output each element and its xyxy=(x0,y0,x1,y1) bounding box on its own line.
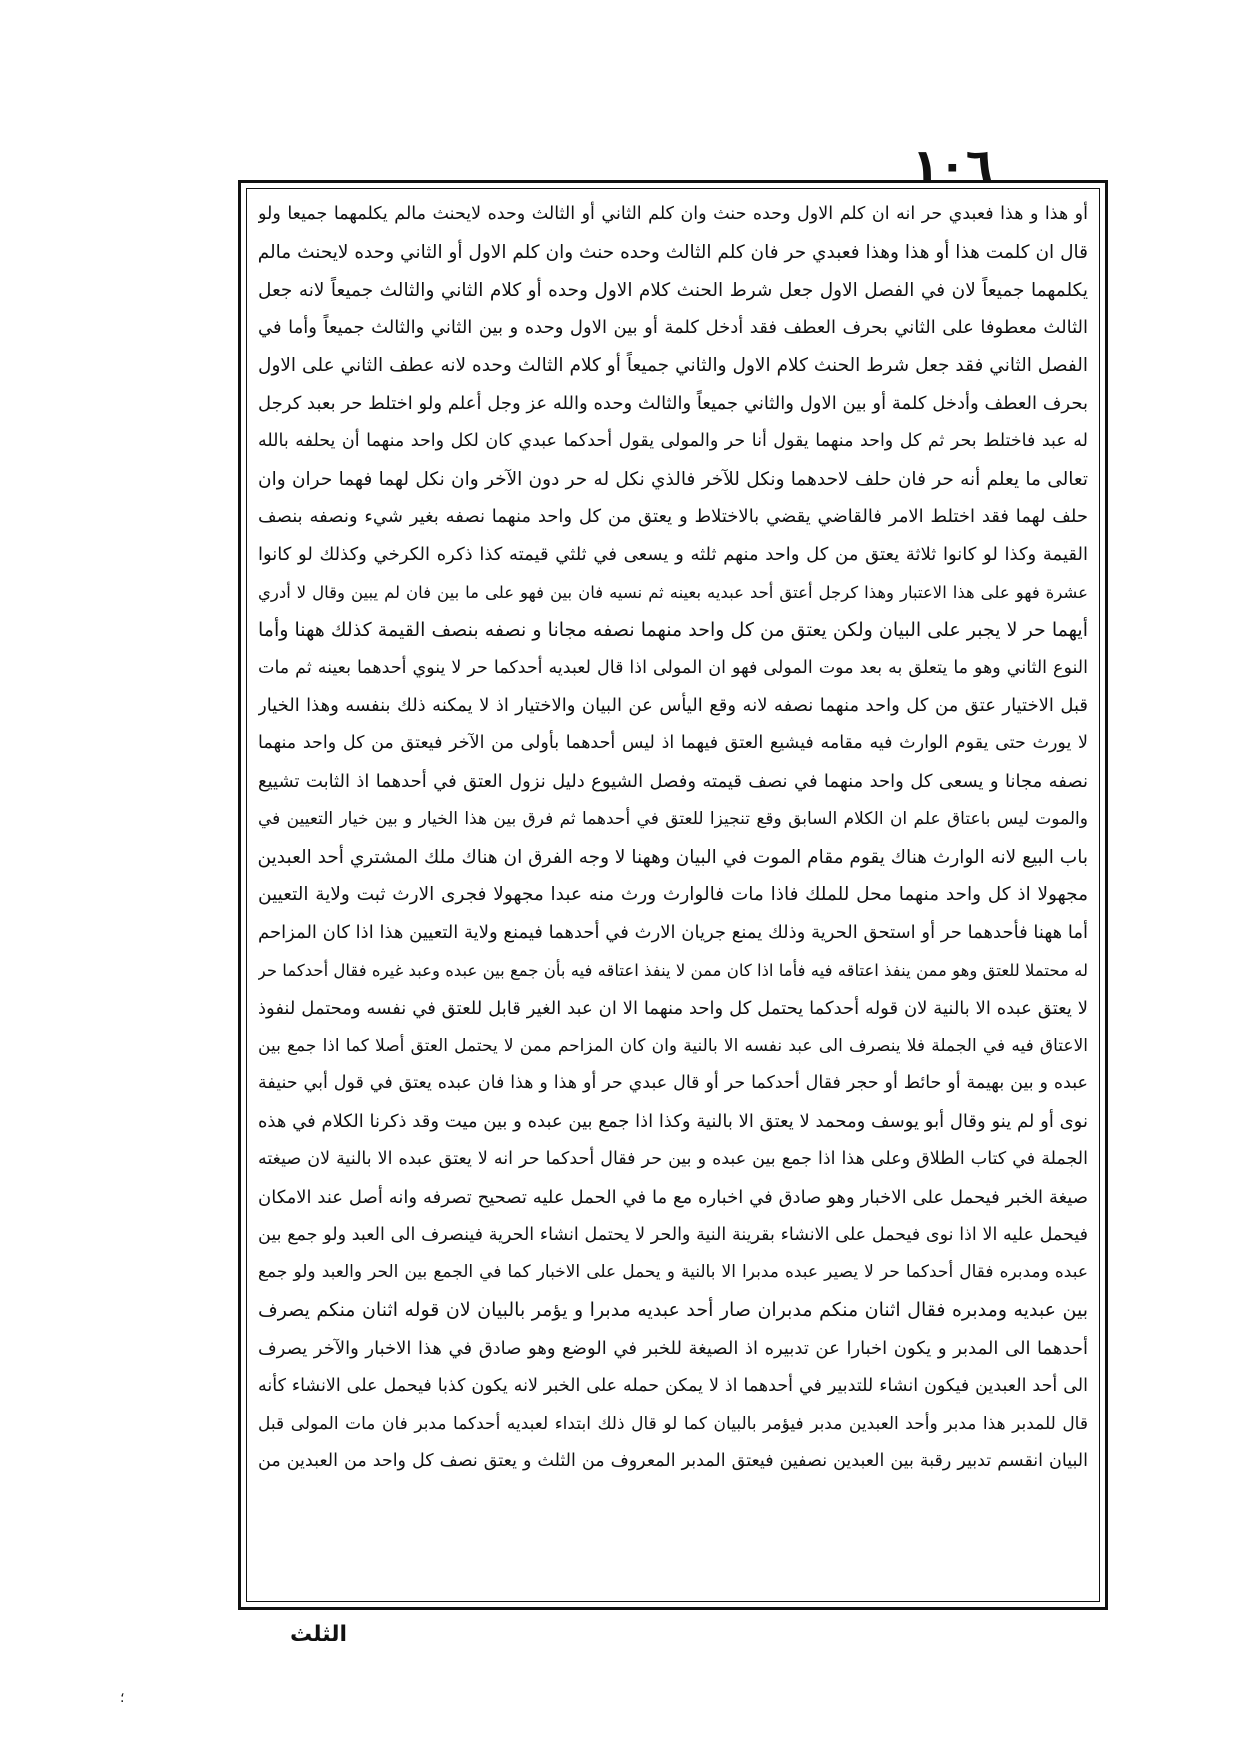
text-line: صيغة الخبر فيحمل على الاخبار وهو صادق في اخباره مع ما في الحمل عليه تصحيح تصرفه وانه أصل عند الامكان xyxy=(258,1186,1088,1208)
text-line: والموت ليس باعتاق علم ان الكلام السابق وقع تنجيزا للعتق في أحدهما ثم فرق بين هذا الخيار و بين خيار التعيين في xyxy=(258,808,1088,829)
text-line: قال ان كلمت هذا أو هذا وهذا فعبدي حر فان كلم الثالث وحده حنث وان كلم الاول أو الثاني وحده لايحنث مالم xyxy=(258,241,1088,263)
text-line: الجملة في كتاب الطلاق وعلى هذا اذا جمع بين عبده و بين حر فقال أحدكما حر انه لا يعتق عبده الا بالنية لان صيغته xyxy=(258,1148,1088,1169)
text-line: أو هذا و هذا فعبدي حر انه ان كلم الاول وحده حنث وان كلم الثاني أو الثالث وحده لايحنث مالم يكلمهما جميعا ولو xyxy=(258,204,1088,224)
text-line: الى أحد العبدين فيكون انشاء للتدبير في أحدهما اذ لا يمكن حمله على الخبر لانه يكون كذبا فيحمل على الانشاء كأنه xyxy=(258,1375,1088,1396)
text-line: مجهولا اذ كل واحد منهما محل للملك فاذا مات فالوارث ورث منه عبدا مجهولا فجرى الارث ثبت ولاية التعيين xyxy=(258,884,1088,906)
text-line: قال للمدبر هذا مدبر وأحد العبدين مدبر فيؤمر بالبيان كما لو قال ذلك ابتداء لعبديه أحدكما مدبر فان مات المولى قبل xyxy=(258,1413,1088,1434)
text-line: تعالى ما يعلم أنه حر فان حلف لاحدهما ونكل للآخر فالذي نكل له حر دون الآخر وان نكل لهما فهما حران وان xyxy=(258,468,1088,490)
text-line: عشرة فهو على هذا الاعتبار وهذا كرجل أعتق أحد عبديه بعينه ثم نسيه فان بين فهو على ما بين فان لم يبين وقال لا أدري xyxy=(258,582,1088,602)
text-line: الفصل الثاني فقد جعل شرط الحنث كلام الاول والثاني جميعاً أو كلام الثالث وحده لانه عطف الثاني على الاول xyxy=(258,355,1088,377)
text-line: لا يورث حتى يقوم الوارث فيه مقامه فيشيع العتق فيهما اذ ليس أحدهما بأولى من الآخر فيعتق من كل واحد منهما xyxy=(258,733,1088,754)
main-text-block xyxy=(258,196,1088,1596)
text-line: أما ههنا فأحدهما حر أو استحق الحرية وذلك يمنع جريان الارث في أحدهما فيمنع ولاية التعيين هذا اذا كان المزاحم xyxy=(258,922,1088,944)
text-line: الاعتاق فيه في الجملة فلا ينصرف الى عبد نفسه الا بالنية وان كان المزاحم ممن لا يحتمل العتق أصلا كما اذا جمع بين xyxy=(258,1035,1088,1056)
page-number: ١٠٦ xyxy=(912,140,993,191)
catchword: الثلث xyxy=(290,1622,348,1647)
text-line: أيهما حر لا يجبر على البيان ولكن يعتق من كل واحد منهما نصفه مجانا و نصفه بنصف القيمة كذلك ههنا وأما xyxy=(258,618,1088,641)
text-line: القيمة وكذا لو كانوا ثلاثة يعتق من كل واحد منهم ثلثه و يسعى في ثلثي قيمته كذا ذكره الكرخي وكذلك لو كانوا xyxy=(258,544,1088,566)
text-line: نصفه مجانا و يسعى كل واحد منهما في نصف قيمته وفصل الشيوع دليل نزول العتق في أحدهما اذ الثابت تشييع xyxy=(258,770,1088,792)
text-line: الثالث معطوفا على الثاني بحرف العطف فقد أدخل كلمة أو بين الاول وحده و بين الثاني والثالث جميعاً وأما في xyxy=(258,317,1088,339)
text-line: حلف لهما فقد اختلط الامر فالقاضي يقضي بالاختلاط و يعتق من كل واحد منهما نصفه بغير شيء ونصفه بنصف xyxy=(258,506,1088,528)
text-line: لا يعتق عبده الا بالنية لان قوله أحدكما يحتمل كل واحد منهما الا ان عبد الغير قابل للعتق في نفسه ومحتمل لنفوذ xyxy=(258,997,1088,1019)
text-line: البيان انقسم تدبير رقبة بين العبدين نصفين فيعتق المدبر المعروف من الثلث و يعتق نصف كل واحد من العبدين من xyxy=(258,1451,1088,1472)
text-line: له محتملا للعتق وهو ممن ينفذ اعتاقه فيه فأما اذا كان ممن لا ينفذ اعتاقه فيه بأن جمع بين عبده وعبد غيره فقال أحدكما حر xyxy=(258,960,1088,980)
text-line: باب البيع لانه الوارث هناك يقوم مقام الموت في البيان وههنا لا وجه الفرق ان هناك ملك المشتري أحد العبدين xyxy=(258,846,1088,868)
text-line: بين عبديه ومدبره فقال اثنان منكم مدبران صار أحد عبديه مدبرا و يؤمر بالبيان لان قوله اثنان منكم يصرف xyxy=(258,1299,1088,1322)
text-line: عبده و بين بهيمة أو حائط أو حجر فقال أحدكما حر أو قال عبدي حر أو هذا و هذا فان عبده يعتق في قول أبي حنيفة xyxy=(258,1073,1088,1094)
text-line: نوى أو لم ينو وقال أبو يوسف ومحمد لا يعتق الا بالنية وكذا اذا جمع بين عبده و بين ميت وقد ذكرنا الكلام في هذه xyxy=(258,1111,1088,1133)
text-line: أحدهما الى المدبر و يكون اخبارا عن تدبيره اذ الصيغة للخبر في الوضع وهو صادق في هذا الاخبار والآخر يصرف xyxy=(258,1337,1088,1359)
text-line: بحرف العطف وأدخل كلمة أو بين الاول والثاني جميعاً والثالث وحده والله عز وجل أعلم ولو اختلط حر بعبد كرجل xyxy=(258,392,1088,414)
text-line: النوع الثاني وهو ما يتعلق به بعد موت المولى فهو ان المولى اذا قال لعبديه أحدكما حر لا ينوي أحدهما بعينه ثم مات xyxy=(258,657,1088,678)
margin-mark: ؛ xyxy=(120,1690,125,1706)
text-line: يكلمهما جميعاً لان في الفصل الاول جعل شرط الحنث كلام الاول وحده أو كلام الثاني والثالث جميعاً لانه جعل xyxy=(258,279,1088,301)
text-line: له عبد فاختلط بحر ثم كل واحد منهما يقول أنا حر والمولى يقول أحدكما عبدي كان لكل واحد منهما أن يحلفه بالله xyxy=(258,430,1088,451)
text-line: قبل الاختيار عتق من كل واحد منهما نصفه لانه وقع اليأس عن البيان والاختيار اذ لا يمكنه ذلك بنفسه وهذا الخيار xyxy=(258,695,1088,717)
text-line: فيحمل عليه الا اذا نوى فيحمل على الانشاء بقرينة النية والحر لا يحتمل انشاء الحرية فينصرف الى العبد ولو جمع بين xyxy=(258,1224,1088,1245)
text-line: عبده ومدبره فقال أحدكما حر لا يصير عبده مدبرا الا بالنية و يحمل على الاخبار كما في الجمع بين الحر والعبد ولو جمع xyxy=(258,1262,1088,1283)
